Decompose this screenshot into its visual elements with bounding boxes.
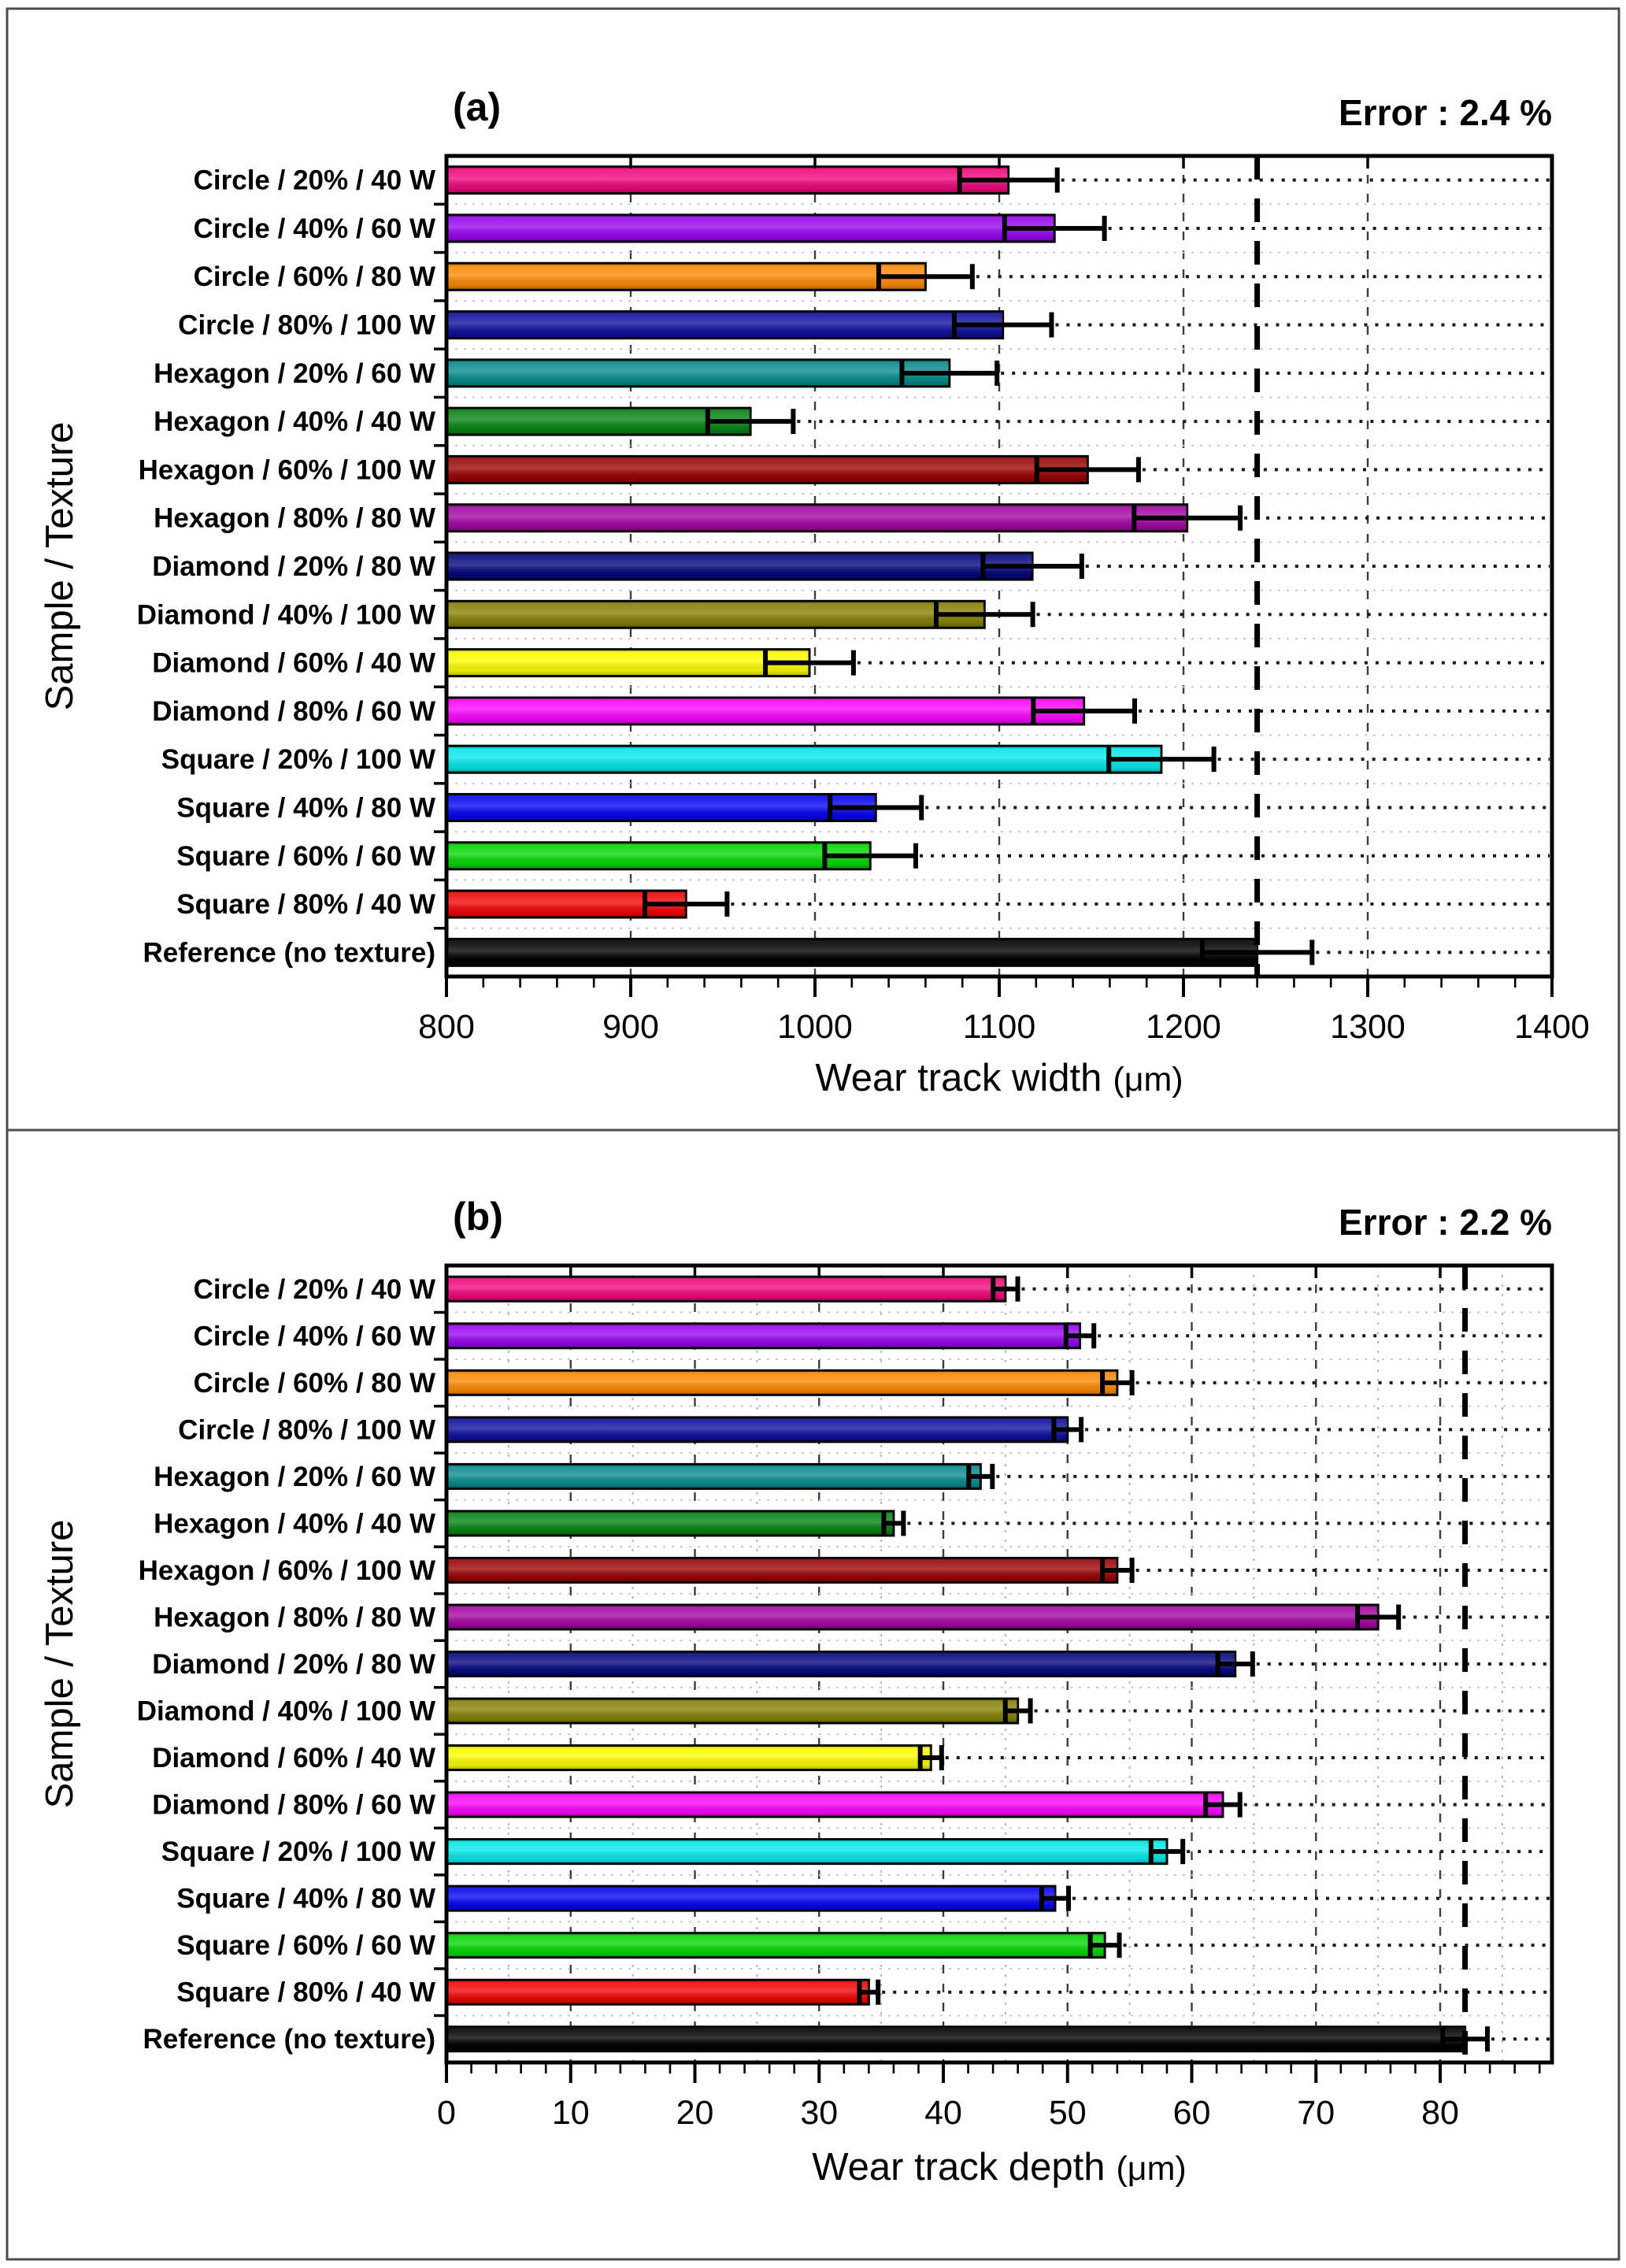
x-axis-title-b [812,2146,1186,2188]
category-label-b-10: Diamond / 60% / 40 W [152,1743,435,1774]
panel-title-a: (a) [453,85,502,129]
category-label-b-2: Circle / 60% / 80 W [193,1367,435,1399]
category-label-b-12: Square / 20% / 100 W [161,1836,435,1868]
category-label-a-15: Square / 80% / 40 W [176,889,435,921]
x-tick-label: 1400 [1514,1008,1590,1046]
bar-sheen [446,1277,1006,1301]
category-label-b-4: Hexagon / 20% / 60 W [154,1461,435,1492]
category-label-a-2: Circle / 60% / 80 W [193,261,435,293]
x-tick-label: 1300 [1330,1008,1406,1046]
category-label-b-0: Circle / 20% / 40 W [193,1273,435,1305]
x-tick-label: 30 [800,2094,839,2132]
bar-sheen [446,167,1009,194]
category-label-a-4: Hexagon / 20% / 60 W [154,358,435,389]
bar-sheen [446,1652,1235,1677]
x-axis-title-text: Wear track width [815,1057,1102,1099]
bar-sheen [446,939,1257,965]
x-tick-label: 40 [924,2094,962,2132]
bar-sheen [446,1746,931,1770]
bar-sheen [446,505,1187,532]
error-annotation-a: Error : 2.4 % [1339,92,1552,133]
x-tick-label: 0 [437,2094,456,2132]
x-tick-label: 1000 [777,1008,853,1046]
category-label-a-1: Circle / 40% / 60 W [193,213,435,244]
y-axis-title-a: Sample / Texture [39,421,81,711]
x-tick-label: 800 [418,1008,475,1046]
category-label-a-12: Square / 20% / 100 W [161,744,435,776]
bar-sheen [446,2027,1465,2051]
category-label-a-3: Circle / 80% / 100 W [178,309,435,341]
bar-sheen [446,650,809,676]
category-label-b-8: Diamond / 20% / 80 W [152,1649,435,1680]
bar-sheen [446,601,984,628]
bar-sheen [446,312,1003,339]
category-label-a-13: Square / 40% / 80 W [176,792,435,824]
category-label-b-16: Reference (no texture) [143,2024,435,2055]
category-label-b-3: Circle / 80% / 100 W [178,1414,435,1446]
bar-sheen [446,843,870,869]
bar-sheen [446,263,925,290]
bar-sheen [446,1792,1223,1817]
x-axis-title-a [815,1057,1183,1099]
category-label-a-16: Reference (no texture) [143,937,435,969]
bar-sheen [446,1933,1105,1958]
bar-sheen [446,1886,1055,1910]
bar-sheen [446,698,1084,724]
bar-sheen [446,456,1087,483]
category-label-a-5: Hexagon / 40% / 40 W [154,406,435,438]
category-label-a-7: Hexagon / 80% / 80 W [154,502,435,534]
x-tick-label: 10 [551,2094,590,2132]
category-label-b-14: Square / 60% / 60 W [176,1930,435,1962]
bar-sheen [446,360,950,387]
category-label-b-5: Hexagon / 40% / 40 W [154,1508,435,1540]
x-tick-label: 900 [602,1008,659,1046]
category-label-a-0: Circle / 20% / 40 W [193,165,435,196]
x-axis-title-unit: (μm) [1113,1061,1183,1099]
bar-sheen [446,1418,1068,1442]
bar-sheen [446,1370,1117,1395]
bar-sheen [446,1980,869,2004]
bar-sheen [446,553,1032,580]
category-label-b-7: Hexagon / 80% / 80 W [154,1602,435,1633]
x-axis-title-text: Wear track depth [812,2146,1106,2188]
x-tick-label: 1100 [962,1008,1036,1046]
category-label-b-1: Circle / 40% / 60 W [193,1321,435,1352]
x-tick-label: 80 [1421,2094,1459,2132]
category-label-b-6: Hexagon / 60% / 100 W [138,1555,435,1586]
bar-sheen [446,408,750,435]
error-annotation-b: Error : 2.2 % [1339,1202,1552,1243]
x-tick-label: 70 [1297,2094,1335,2132]
category-label-a-6: Hexagon / 60% / 100 W [138,454,435,486]
x-axis-title-unit: (μm) [1116,2150,1187,2188]
bar-sheen [446,1605,1378,1629]
category-label-b-9: Diamond / 40% / 100 W [136,1695,435,1727]
bar-sheen [446,746,1161,773]
category-label-a-11: Diamond / 80% / 60 W [152,695,435,727]
category-label-b-15: Square / 80% / 40 W [176,1977,435,2008]
category-label-a-9: Diamond / 40% / 100 W [136,599,435,631]
bar-sheen [446,1558,1117,1582]
x-tick-label: 20 [676,2094,714,2132]
bar-sheen [446,1840,1167,1864]
x-tick-label: 60 [1172,2094,1211,2132]
category-label-a-10: Diamond / 60% / 40 W [152,647,435,679]
bar-sheen [446,1464,980,1488]
bar-sheen [446,794,876,821]
category-label-b-11: Diamond / 80% / 60 W [152,1789,435,1821]
panel-title-b: (b) [453,1195,503,1239]
bar-sheen [446,1324,1080,1348]
x-tick-label: 1200 [1146,1008,1221,1046]
category-label-b-13: Square / 40% / 80 W [176,1883,435,1914]
bar-sheen [446,215,1054,242]
x-tick-label: 50 [1048,2094,1087,2132]
category-label-a-8: Diamond / 20% / 80 W [152,551,435,582]
bar-sheen [446,1511,894,1536]
category-label-a-14: Square / 60% / 60 W [176,840,435,872]
y-axis-title-b: Sample / Texture [39,1519,81,1809]
bar-sheen [446,1699,1018,1723]
